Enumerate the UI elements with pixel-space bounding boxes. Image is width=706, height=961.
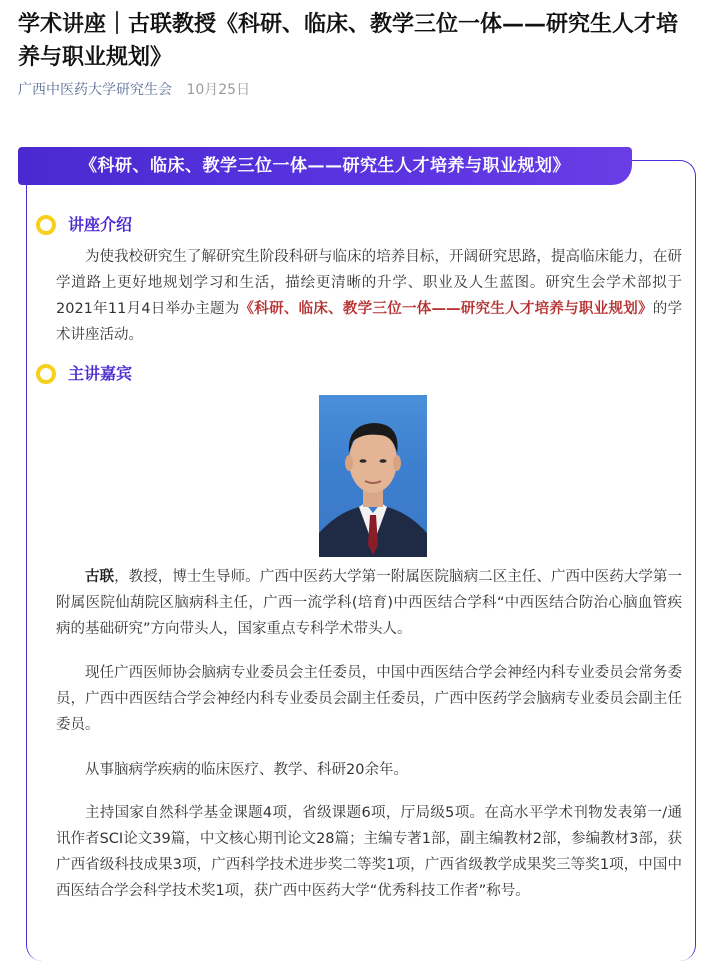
bullet-circle-icon xyxy=(36,215,56,235)
intro-paragraph xyxy=(56,244,682,348)
article-meta xyxy=(18,80,250,100)
bullet-circle-icon xyxy=(36,364,56,384)
speaker-bio-4-text: 主持国家自然科学基金课题4项，省级课题6项，厅局级5项。在高水平学术刊物发表第一/通讯作者SCI论文39篇，中文核心期刊论文28篇；主编专著1部，副主编教材2部，参编教材3部，获广西省级科技成果3项，广西科学技术进步奖二等奖1项，广西省级教学成果奖三等奖1项，中国中西医结合学会科学技术奖1项，获广西中医药大学“优秀科技工作者”称号。 xyxy=(56,805,682,899)
speaker-bio-3 xyxy=(56,757,682,783)
speaker-name: 古联 xyxy=(85,569,115,585)
publish-date: 10月25日 xyxy=(186,82,251,98)
section-speaker-heading xyxy=(36,362,132,386)
topic-banner xyxy=(18,147,632,185)
intro-highlight: 《科研、临床、教学三位一体——研究生人才培养与职业规划》 xyxy=(239,301,653,317)
speaker-bio-2-text: 现任广西医师协会脑病专业委员会主任委员，中国中西医结合学会神经内科专业委员会常务委员，广西中西医结合学会神经内科专业委员会副主任委员，广西中医药学会脑病专业委员会副主任委员。 xyxy=(56,665,682,733)
speaker-bio-text: ，教授，博士生导师。广西中医药大学第一附属医院脑病二区主任、广西中医药大学第一附属医院仙葫院区脑病科主任，广西一流学科(培育)中西医结合学科“中西医结合防治心脑血管疾病的基础研究”方向带头人，国家重点专科学术带头人。 xyxy=(56,569,682,637)
speaker-bio-1 xyxy=(56,564,682,642)
speaker-heading-text: 主讲嘉宾 xyxy=(68,364,133,383)
author-link[interactable]: 广西中医药大学研究生会 xyxy=(18,82,172,98)
speaker-portrait-icon xyxy=(319,395,427,557)
article-title: 学术讲座｜古联教授《科研、临床、教学三位一体——研究生人才培养与职业规划》 xyxy=(18,12,679,70)
intro-text: 为使我校研究生了解研究生阶段科研与临床的培养目标，开阔研究思路，提高临床能力，在研学道路上更好地规划学习和生活，描绘更清晰的升学、职业及人生蓝图。研究生会学术部拟于2021年11月4日举办主题为 xyxy=(56,249,682,317)
speaker-bio-2 xyxy=(56,660,682,738)
section-intro-heading xyxy=(36,213,132,237)
intro-text-end: 的学术讲座活动。 xyxy=(56,301,683,343)
intro-heading-text: 讲座介绍 xyxy=(68,215,133,234)
speaker-bio-3-text: 从事脑病学疾病的临床医疗、教学、科研20余年。 xyxy=(85,762,408,778)
speaker-photo xyxy=(319,395,427,557)
speaker-bio-4 xyxy=(56,800,682,904)
banner-text: 《科研、临床、教学三位一体——研究生人才培养与职业规划》 xyxy=(80,156,570,176)
